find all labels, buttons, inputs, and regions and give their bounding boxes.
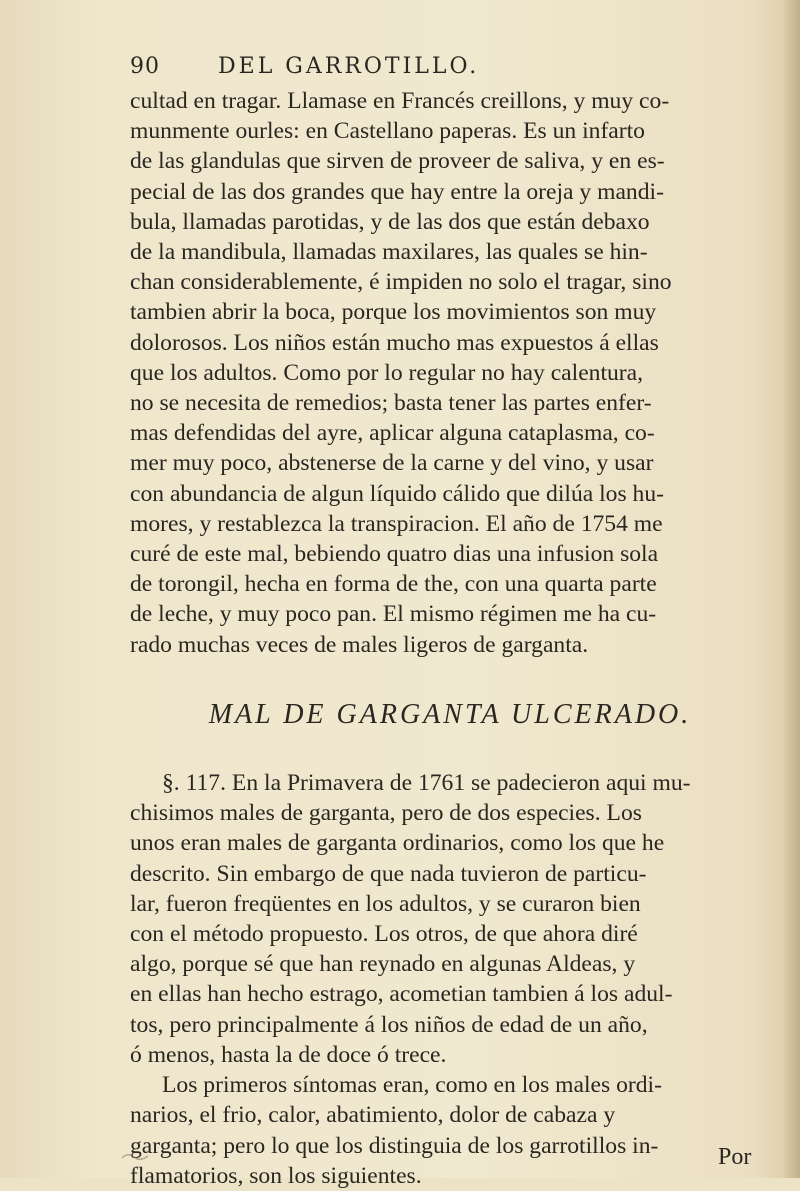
text-line: que los adultos. Como por lo regular no hay calentura, bbox=[130, 359, 644, 386]
text-line: pecial de las dos grandes que hay entre la oreja y mandi- bbox=[130, 178, 664, 205]
text-line: de leche, y muy poco pan. El mismo régimen me ha cu- bbox=[130, 601, 657, 628]
text-line: con el método propuesto. Los otros, de que ahora diré bbox=[130, 921, 638, 948]
page-number: 90 bbox=[130, 54, 160, 79]
ink-smudge-mark bbox=[120, 1150, 150, 1164]
text-line: curé de este mal, bebiendo quatro dias una infusion sola bbox=[130, 541, 659, 568]
text-line: chan considerablemente, é impiden no solo el tragar, sino bbox=[130, 269, 672, 296]
text-line: de torongil, hecha en forma de the, con una quarta parte bbox=[130, 571, 657, 598]
catchword: Por bbox=[718, 1144, 752, 1170]
text-line: tos, pero principalmente á los niños de edad de un año, bbox=[130, 1011, 648, 1038]
text-line: ó menos, hasta la de doce ó trece. bbox=[130, 1041, 447, 1068]
paragraph-1 bbox=[130, 86, 770, 660]
page-header bbox=[130, 54, 690, 84]
running-head: DEL GARROTILLO. bbox=[218, 54, 480, 79]
text-line: con abundancia de algun líquido cálido que dilúa los hu- bbox=[130, 480, 664, 507]
text-line: descrito. Sin embargo de que nada tuvieron de particu- bbox=[130, 860, 647, 887]
text-line: mores, y restablezca la transpiracion. El año de 1754 me bbox=[130, 510, 663, 537]
text-line: chisimos males de garganta, pero de dos especies. Los bbox=[130, 800, 642, 827]
text-line: de la mandibula, llamadas maxilares, las quales se hin- bbox=[130, 239, 648, 266]
body-text bbox=[130, 86, 770, 1191]
page-edge-shadow bbox=[782, 0, 800, 1178]
text-line: lar, fueron freqüentes en los adultos, y se curaron bien bbox=[130, 890, 641, 917]
text-line: narios, el frio, calor, abatimiento, dolor de cabaza y bbox=[130, 1102, 616, 1129]
text-line: rado muchas veces de males ligeros de garganta. bbox=[130, 631, 589, 658]
text-line: §. 117. En la Primavera de 1761 se padecieron aqui mu- bbox=[162, 770, 691, 797]
text-line: Los primeros síntomas eran, como en los males ordi- bbox=[162, 1072, 662, 1099]
section-title: MAL DE GARGANTA ULCERADO. bbox=[208, 698, 692, 730]
text-line: mas defendidas del ayre, aplicar alguna cataplasma, co- bbox=[130, 420, 655, 447]
text-line: de las glandulas que sirven de proveer de saliva, y en es- bbox=[130, 148, 665, 175]
text-line: cultad en tragar. Llamase en Francés creillons, y muy co- bbox=[130, 88, 670, 114]
paragraph-2 bbox=[130, 768, 770, 1070]
paragraph-3 bbox=[130, 1070, 770, 1191]
text-line: munmente ourles: en Castellano paperas. Es un infarto bbox=[130, 118, 645, 145]
text-line: unos eran males de garganta ordinarios, como los que he bbox=[130, 830, 665, 857]
text-line: en ellas han hecho estrago, acometian tambien á los adul- bbox=[130, 981, 673, 1008]
text-line: tambien abrir la boca, porque los movimientos son muy bbox=[130, 299, 657, 326]
text-line: mer muy poco, abstenerse de la carne y del vino, y usar bbox=[130, 450, 654, 477]
text-line: bula, llamadas parotidas, y de las dos que están debaxo bbox=[130, 208, 650, 235]
text-line: no se necesita de remedios; basta tener las partes enfer- bbox=[130, 390, 652, 417]
text-line: dolorosos. Los niños están mucho mas expuestos á ellas bbox=[130, 329, 659, 356]
text-line: algo, porque sé que han reynado en algunas Aldeas, y bbox=[130, 951, 636, 978]
text-line: flamatorios, son los siguientes. bbox=[130, 1162, 422, 1189]
text-line: garganta; pero lo que los distinguia de los garrotillos in- bbox=[130, 1132, 659, 1159]
